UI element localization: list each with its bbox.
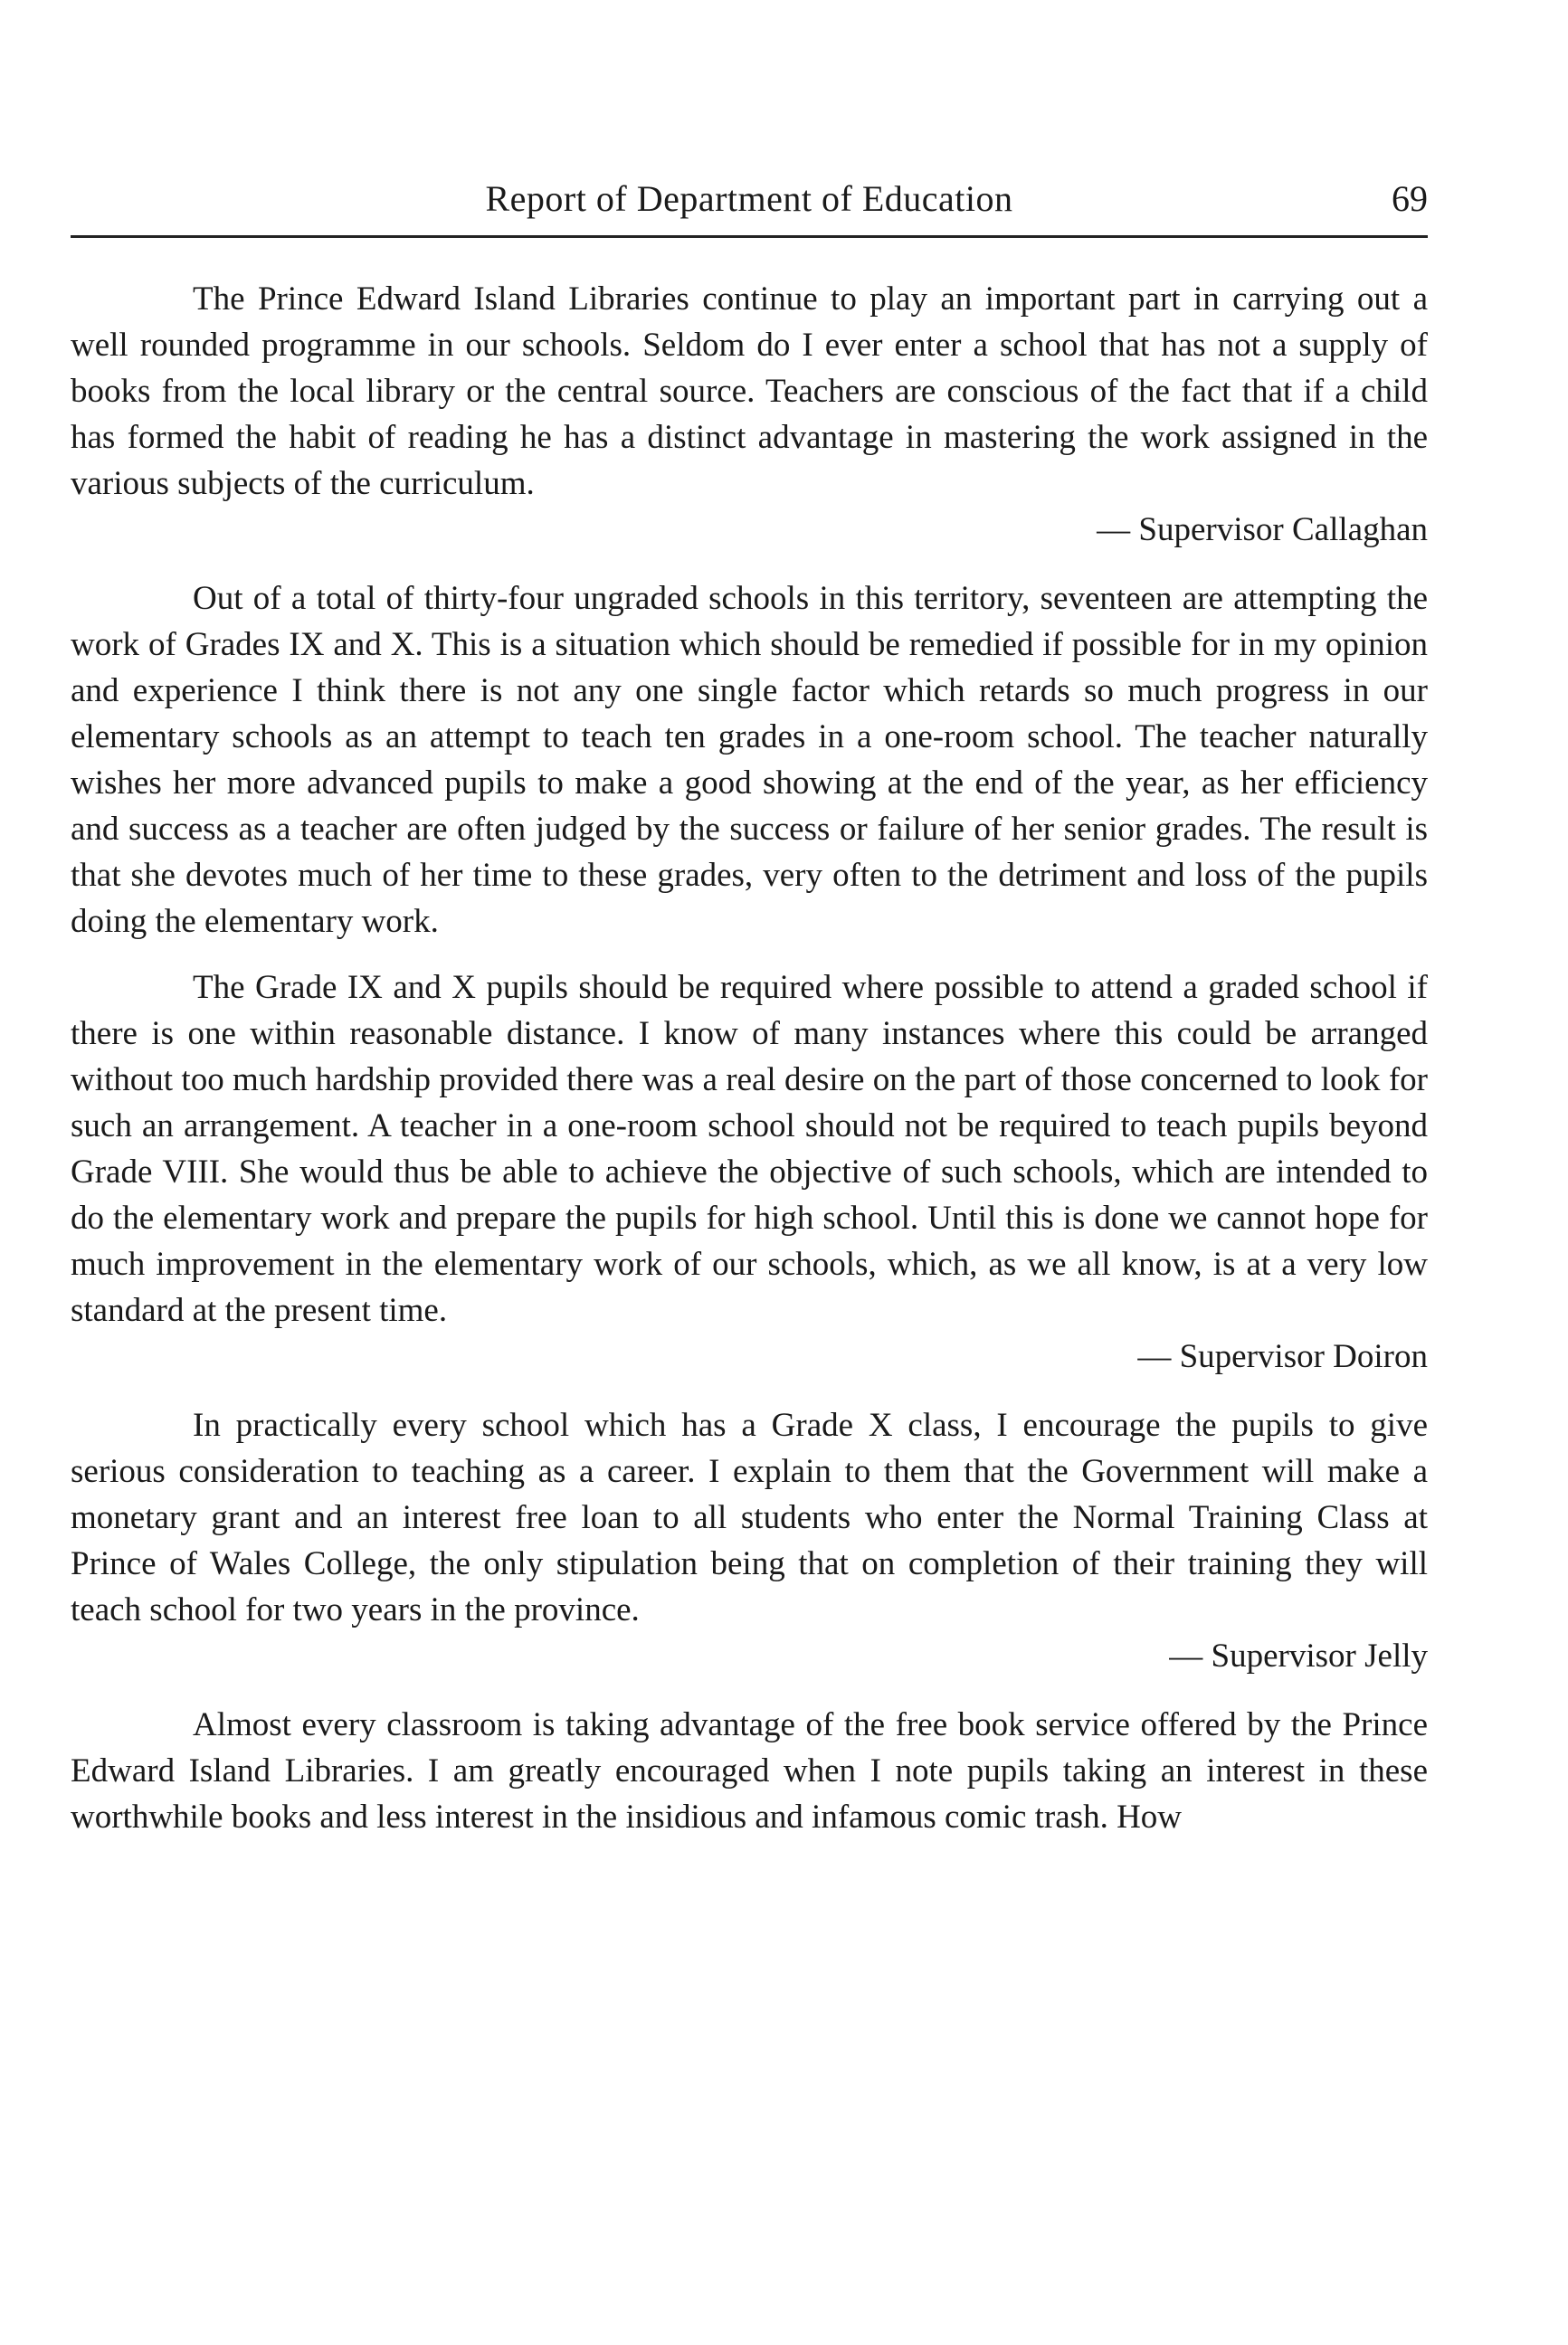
paragraph-teaching-career: In practically every school which has a Grade X class, I encourage the pupils to give serious consideration to teaching as a career. I explain to them that the Government will make a monetary grant and an interest free loan to all students who enter the Normal Training Class at Prince of Wales College, the only stipulation being that on completion of their training they will teach school for two years in the province. (71, 1407, 1428, 1628)
paragraph-libraries: The Prince Edward Island Libraries continue to play an important part in carrying out a well rounded programme in our schools. Seldom do I ever enter a school that has not a supply of books from the local library or the central source. Teachers are conscious of the fact that if a child has formed the habit of reading he has a distinct advantage in mastering the work assigned in the various subjects of the curriculum. (71, 280, 1428, 502)
attribution-jelly: — Supervisor Jelly (1169, 1638, 1428, 1675)
page-body (71, 276, 1428, 1840)
paragraph-grade-ix-x: The Grade IX and X pupils should be required where possible to attend a graded school if there is one within reasonable distance. I know of many instances where this could be arranged without too much hardship provided there was a real desire on the part of those concerned to look for such an arrangement. A teacher in a one-room school should not be required to teach pupils beyond Grade VIII. She would thus be able to achieve the objective of such schools, which are intended to do the elementary work and prepare the pupils for high school. Until this is done we cannot hope for much improvement in the elementary work of our schools, which, as we all know, is at a very low standard at the present time. (71, 969, 1428, 1329)
paragraph-book-service: Almost every classroom is taking advantage of the free book service offered by the Prince Edward Island Libraries. I am greatly encouraged when I note pupils taking an interest in these worthwhile books and less interest in the insidious and infamous comic trash. How (71, 1706, 1428, 1836)
attribution-doiron: — Supervisor Doiron (1137, 1338, 1428, 1375)
attribution-callaghan: — Supervisor Callaghan (1097, 511, 1428, 548)
document-page (71, 172, 1428, 1840)
page-number: 69 (1392, 178, 1428, 219)
paragraph-ungraded-schools: Out of a total of thirty-four ungraded schools in this territory, seventeen are attempting the work of Grades IX and X. This is a situation which should be remedied if possible for in my opinion and experience I think there is not any one single factor which retards so much progress in our elementary schools as an attempt to teach ten grades in a one-room school. The teacher naturally wishes her more advanced pupils to make a good showing at the end of the year, as her efficiency and success as a teacher are often judged by the success or failure of her senior grades. The result is that she devotes much of her time to these grades, very often to the detriment and loss of the pupils doing the elementary work. (71, 580, 1428, 940)
paragraph-gap (71, 945, 1428, 964)
running-title: Report of Department of Education (485, 178, 1013, 219)
page-header (71, 172, 1428, 238)
